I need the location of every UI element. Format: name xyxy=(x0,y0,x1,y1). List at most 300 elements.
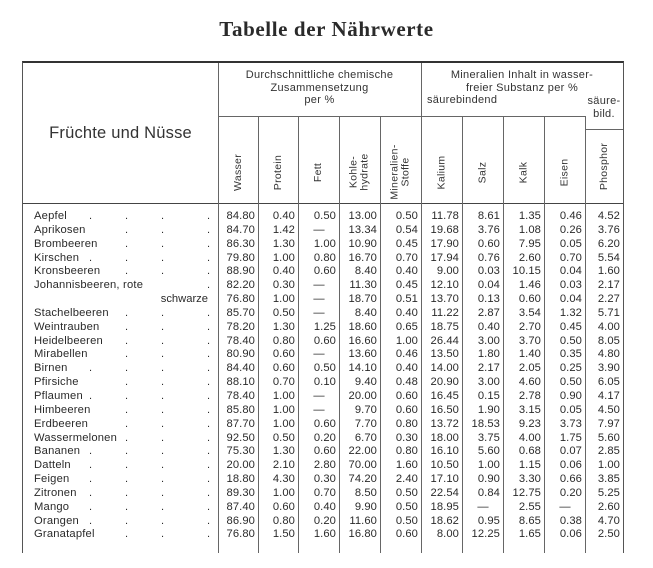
fruit-name: Granatapfel xyxy=(34,528,95,541)
table-cell: 0.60 xyxy=(272,500,295,513)
table-cell: 0.50 xyxy=(395,514,418,527)
table-cell: 0.60 xyxy=(272,348,295,361)
table-cell: 1.50 xyxy=(272,528,295,541)
table-cell: 18.53 xyxy=(471,417,500,430)
table-cell: 16.10 xyxy=(430,445,459,458)
table-cell: 0.60 xyxy=(395,528,418,541)
table-cell: 18.75 xyxy=(430,320,459,333)
col-header-protein: Protein xyxy=(272,154,284,190)
table-cell: 22.54 xyxy=(430,486,459,499)
table-cell: 0.04 xyxy=(559,293,582,306)
table-cell: 0.80 xyxy=(272,514,295,527)
table-cell: 0.05 xyxy=(559,237,582,250)
table-cell: 0.60 xyxy=(313,334,336,347)
header-divider-groups xyxy=(218,116,585,117)
leader-dot: . xyxy=(207,306,211,319)
table-cell: 0.40 xyxy=(395,362,418,375)
fruit-name: Himbeeren xyxy=(34,403,91,416)
table-cell: 1.00 xyxy=(395,334,418,347)
table-cell: 0.60 xyxy=(313,445,336,458)
table-cell: 8.40 xyxy=(354,306,377,319)
leader-dot: . xyxy=(89,389,93,402)
table-cell: 0.03 xyxy=(559,279,582,292)
table-cell: 18.95 xyxy=(430,500,459,513)
table-cell: 0.26 xyxy=(559,223,582,236)
table-cell: 0.45 xyxy=(559,320,582,333)
leader-dot: . xyxy=(125,459,129,472)
group-header-saurebild-line2: bild. xyxy=(593,107,615,120)
table-cell: 2.87 xyxy=(477,306,500,319)
table-cell: 0.66 xyxy=(559,473,582,486)
leader-dot: . xyxy=(89,459,93,472)
group-header-saurebild xyxy=(585,95,623,120)
table-cell: 8.40 xyxy=(354,265,377,278)
table-cell: 8.05 xyxy=(597,334,620,347)
table-row xyxy=(23,265,623,279)
leader-dot: . xyxy=(125,473,129,486)
col-header-eisen: Eisen xyxy=(558,158,571,186)
col-header-kalium: Kalium xyxy=(435,155,448,189)
table-cell: 0.50 xyxy=(395,210,418,222)
table-cell: 0.13 xyxy=(477,293,500,306)
table-cell: 14.00 xyxy=(430,362,459,375)
fruit-name: Erdbeeren xyxy=(34,417,89,430)
table-cell: 3.30 xyxy=(518,473,541,486)
table-cell: 4.30 xyxy=(272,473,295,486)
fruit-name: Aprikosen xyxy=(34,223,86,236)
table-cell: 0.38 xyxy=(559,514,582,527)
table-row xyxy=(23,279,623,293)
table-cell: 11.78 xyxy=(431,210,459,222)
table-cell: 2.78 xyxy=(518,389,541,402)
leader-dot: . xyxy=(207,334,211,347)
leader-dot: . xyxy=(89,514,93,527)
table-cell: 0.50 xyxy=(395,500,418,513)
table-row xyxy=(23,432,623,446)
group-header-chem-line3: per % xyxy=(304,94,335,106)
table-cell: 13.50 xyxy=(430,348,459,361)
table-cell: 0.20 xyxy=(559,486,582,499)
table-cell: 13.34 xyxy=(348,223,377,236)
table-cell: 0.70 xyxy=(395,251,418,264)
leader-dot: . xyxy=(161,320,165,333)
table-cell: 79.80 xyxy=(226,251,255,264)
table-cell: 2.17 xyxy=(597,279,620,292)
table-cell: 3.15 xyxy=(518,403,541,416)
table-cell: 0.06 xyxy=(559,459,582,472)
table-cell: 0.51 xyxy=(395,293,418,306)
table-cell: 74.20 xyxy=(348,473,377,486)
leader-dot: . xyxy=(207,362,211,375)
table-cell: 0.20 xyxy=(313,431,336,444)
table-row xyxy=(23,210,623,224)
leader-dot: . xyxy=(89,500,93,513)
table-row xyxy=(23,238,623,252)
table-row xyxy=(23,445,623,459)
fruit-name: Orangen xyxy=(34,514,79,527)
table-cell: 11.22 xyxy=(431,306,459,319)
table-cell: 1.00 xyxy=(597,459,620,472)
table-cell: 17.10 xyxy=(430,473,459,486)
leader-dot: . xyxy=(207,348,211,361)
table-cell: 0.40 xyxy=(395,306,418,319)
leader-dot: . xyxy=(125,514,129,527)
table-cell: 0.65 xyxy=(395,320,418,333)
leader-dot: . xyxy=(207,320,211,333)
table-cell: 4.60 xyxy=(518,376,541,389)
table-cell: 1.60 xyxy=(597,265,620,278)
table-cell: 4.70 xyxy=(597,514,620,527)
leader-dot: . xyxy=(161,459,165,472)
table-cell: 86.90 xyxy=(226,514,255,527)
table-cell: 5.25 xyxy=(597,486,620,499)
fruit-name: Zitronen xyxy=(34,486,77,499)
table-cell: 0.35 xyxy=(559,348,582,361)
table-row xyxy=(23,362,623,376)
fruit-name: Feigen xyxy=(34,473,70,486)
table-cell: 20.90 xyxy=(430,376,459,389)
table-cell: 18.62 xyxy=(430,514,459,527)
table-cell: — xyxy=(313,279,325,292)
table-cell: 1.00 xyxy=(272,486,295,499)
table-cell: 86.30 xyxy=(226,237,255,250)
table-cell: 3.73 xyxy=(559,417,582,430)
table-cell: 0.60 xyxy=(272,362,295,375)
table-cell: 18.70 xyxy=(348,293,377,306)
table-cell: 0.95 xyxy=(477,514,500,527)
table-cell: 0.90 xyxy=(559,389,582,402)
table-cell: 0.50 xyxy=(559,376,582,389)
leader-dot: . xyxy=(207,251,211,264)
table-body xyxy=(23,210,623,542)
leader-dot: . xyxy=(161,334,165,347)
table-cell: 2.50 xyxy=(597,528,620,541)
table-cell: 4.50 xyxy=(597,403,620,416)
table-cell: 12.75 xyxy=(512,486,541,499)
table-cell: 0.10 xyxy=(313,376,336,389)
table-cell: 1.40 xyxy=(518,348,541,361)
table-cell: 16.60 xyxy=(348,334,377,347)
table-cell: 10.50 xyxy=(430,459,459,472)
leader-dot: . xyxy=(207,528,211,541)
table-row xyxy=(23,501,623,515)
table-row xyxy=(23,376,623,390)
table-cell: 0.46 xyxy=(395,348,418,361)
table-cell: 1.90 xyxy=(477,403,500,416)
table-cell: 2.17 xyxy=(477,362,500,375)
leader-dot: . xyxy=(161,362,165,375)
col-header-mineralstoffe: Mineralien- Stoffe xyxy=(389,144,412,200)
table-cell: — xyxy=(559,500,571,513)
table-cell: 11.60 xyxy=(349,514,377,527)
fruit-name: Wassermelonen xyxy=(34,431,118,444)
table-cell: 0.70 xyxy=(559,251,582,264)
table-cell: 3.00 xyxy=(477,334,500,347)
table-cell: 3.75 xyxy=(477,431,500,444)
table-cell: 1.00 xyxy=(272,251,295,264)
leader-dot: . xyxy=(125,210,129,222)
table-row xyxy=(23,307,623,321)
table-cell: 2.60 xyxy=(518,251,541,264)
leader-dot: . xyxy=(207,514,211,527)
table-cell: 1.30 xyxy=(272,320,295,333)
table-cell: 0.60 xyxy=(313,417,336,430)
leader-dot: . xyxy=(89,445,93,458)
table-cell: 2.05 xyxy=(518,362,541,375)
leader-dot: . xyxy=(207,279,211,292)
table-cell: 4.00 xyxy=(518,431,541,444)
table-cell: 0.45 xyxy=(395,279,418,292)
table-cell: 0.80 xyxy=(313,251,336,264)
table-cell: 0.06 xyxy=(559,528,582,541)
table-cell: 1.35 xyxy=(518,210,541,222)
table-cell: 20.00 xyxy=(348,389,377,402)
table-cell: 19.68 xyxy=(430,223,459,236)
leader-dot: . xyxy=(161,528,165,541)
leader-dot: . xyxy=(161,306,165,319)
table-cell: 0.30 xyxy=(313,473,336,486)
group-header-chem xyxy=(218,69,421,107)
group-header-mineral-line1: Mineralien Inhalt in wasser- xyxy=(450,69,594,81)
leader-dot: . xyxy=(89,251,93,264)
table-cell: 1.15 xyxy=(518,459,541,472)
table-cell: 3.85 xyxy=(597,473,620,486)
table-cell: 0.03 xyxy=(477,265,500,278)
table-cell: 84.40 xyxy=(226,362,255,375)
leader-dot: . xyxy=(125,251,129,264)
table-cell: 0.90 xyxy=(477,473,500,486)
table-row xyxy=(23,459,623,473)
table-cell: 75.30 xyxy=(226,445,255,458)
table-cell: 78.40 xyxy=(226,334,255,347)
table-cell: 2.85 xyxy=(597,445,620,458)
leader-dot: . xyxy=(89,210,93,222)
table-cell: 1.30 xyxy=(272,237,295,250)
fruit-name: Kronsbeeren xyxy=(34,265,101,278)
leader-dot: . xyxy=(161,486,165,499)
table-cell: 88.90 xyxy=(226,265,255,278)
table-cell: 16.50 xyxy=(430,403,459,416)
table-cell: 89.30 xyxy=(226,486,255,499)
leader-dot: . xyxy=(89,486,93,499)
table-cell: 9.70 xyxy=(354,403,377,416)
leader-dot: . xyxy=(161,223,165,236)
table-cell: 2.55 xyxy=(518,500,541,513)
table-cell: 6.20 xyxy=(597,237,620,250)
col-header-salz: Salz xyxy=(476,161,489,183)
table-cell: 0.50 xyxy=(559,334,582,347)
group-header-mineral xyxy=(421,69,623,94)
table-cell: 6.05 xyxy=(597,376,620,389)
fruit-name: Birnen xyxy=(34,362,68,375)
table-cell: 1.60 xyxy=(313,528,336,541)
table-cell: 1.80 xyxy=(477,348,500,361)
table-cell: 3.54 xyxy=(518,306,541,319)
table-cell: 0.50 xyxy=(313,210,336,222)
table-cell: 13.70 xyxy=(430,293,459,306)
table-cell: 16.45 xyxy=(430,389,459,402)
table-cell: 2.60 xyxy=(597,500,620,513)
table-row xyxy=(23,252,623,266)
table-cell: 0.60 xyxy=(395,389,418,402)
table-row xyxy=(23,348,623,362)
leader-dot: . xyxy=(161,431,165,444)
leader-dot: . xyxy=(207,445,211,458)
leader-dot: . xyxy=(161,265,165,278)
fruit-name: Pflaumen xyxy=(34,389,83,402)
table-cell: 5.54 xyxy=(597,251,620,264)
table-cell: 18.00 xyxy=(430,431,459,444)
table-cell: 4.80 xyxy=(597,348,620,361)
table-cell: 22.00 xyxy=(348,445,377,458)
leader-dot: . xyxy=(125,486,129,499)
leader-dot: . xyxy=(207,486,211,499)
table-cell: 1.32 xyxy=(559,306,582,319)
fruit-name: Heidelbeeren xyxy=(34,334,103,347)
leader-dot: . xyxy=(125,389,129,402)
table-cell: 0.40 xyxy=(313,500,336,513)
table-cell: 3.00 xyxy=(477,376,500,389)
table-cell: 2.40 xyxy=(395,473,418,486)
table-cell: 5.60 xyxy=(477,445,500,458)
table-cell: 78.20 xyxy=(226,320,255,333)
leader-dot: . xyxy=(125,500,129,513)
table-cell: 0.45 xyxy=(395,237,418,250)
leader-dot: . xyxy=(125,445,129,458)
table-cell: 0.60 xyxy=(477,237,500,250)
table-cell: 92.50 xyxy=(226,431,255,444)
table-cell: 18.80 xyxy=(226,473,255,486)
table-cell: 78.40 xyxy=(226,389,255,402)
table-row xyxy=(23,515,623,529)
table-cell: 3.76 xyxy=(477,223,500,236)
leader-dot: . xyxy=(89,473,93,486)
col-header-kalk: Kalk xyxy=(517,161,530,183)
table-cell: 84.70 xyxy=(226,223,255,236)
leader-dot: . xyxy=(207,265,211,278)
table-cell: 0.25 xyxy=(559,362,582,375)
leader-dot: . xyxy=(125,403,129,416)
table-cell: 1.00 xyxy=(272,417,295,430)
page-title: Tabelle der Nährwerte xyxy=(219,17,434,41)
fruit-name: Johannisbeeren, rote xyxy=(34,279,144,292)
group-header-saurebild-line1: säure- xyxy=(587,95,621,107)
table-cell: — xyxy=(313,348,325,361)
leader-dot: . xyxy=(161,473,165,486)
table-cell: 84.80 xyxy=(226,210,255,222)
table-cell: 2.10 xyxy=(272,459,295,472)
table-row xyxy=(23,487,623,501)
table-cell: 10.90 xyxy=(348,237,377,250)
group-header-chem-line1: Durchschnittliche chemische xyxy=(245,69,394,81)
table-cell: 0.40 xyxy=(272,265,295,278)
fruit-name: Aepfel xyxy=(34,210,67,222)
table-cell: 1.25 xyxy=(313,320,336,333)
leader-dot: . xyxy=(207,459,211,472)
table-cell: 3.70 xyxy=(518,334,541,347)
table-cell: 76.80 xyxy=(226,293,255,306)
table-cell: 0.30 xyxy=(272,279,295,292)
table-cell: 0.70 xyxy=(272,376,295,389)
leader-dot: . xyxy=(161,376,165,389)
table-cell: 2.27 xyxy=(597,293,620,306)
table-cell: 0.60 xyxy=(313,265,336,278)
leader-dot: . xyxy=(161,445,165,458)
table-cell: 87.40 xyxy=(226,500,255,513)
header-divider-phosphor xyxy=(585,129,623,130)
table-cell: 1.30 xyxy=(272,445,295,458)
table-cell: 1.00 xyxy=(272,403,295,416)
leader-dot: . xyxy=(125,237,129,250)
table-cell: 26.44 xyxy=(430,334,459,347)
group-header-chem-line2: Zusammensetzung xyxy=(270,81,369,94)
fruit-name: schwarze xyxy=(160,293,208,306)
table-cell: — xyxy=(313,223,325,236)
col-header-kohlehydrate: Kohle- hydrate xyxy=(348,153,371,191)
leader-dot: . xyxy=(207,403,211,416)
table-cell: 0.15 xyxy=(477,389,500,402)
table-cell: 0.84 xyxy=(477,486,500,499)
table-cell: 1.00 xyxy=(477,459,500,472)
leader-dot: . xyxy=(161,389,165,402)
table-cell: — xyxy=(477,500,489,513)
leader-dot: . xyxy=(125,223,129,236)
table-cell: 1.75 xyxy=(559,431,582,444)
table-cell: 9.23 xyxy=(518,417,541,430)
table-cell: 82.20 xyxy=(226,279,255,292)
fruit-name: Datteln xyxy=(34,459,71,472)
leader-dot: . xyxy=(207,431,211,444)
leader-dot: . xyxy=(125,348,129,361)
table-row xyxy=(23,390,623,404)
leader-dot: . xyxy=(125,320,129,333)
table-cell: 0.80 xyxy=(272,334,295,347)
table-cell: 0.46 xyxy=(559,210,582,222)
table-cell: 18.60 xyxy=(348,320,377,333)
table-row xyxy=(23,335,623,349)
leader-dot: . xyxy=(207,376,211,389)
table-cell: 9.40 xyxy=(354,376,377,389)
fruit-name: Pfirsiche xyxy=(34,376,79,389)
fruit-name: Brombeeren xyxy=(34,237,98,250)
table-cell: 0.20 xyxy=(313,514,336,527)
table-cell: 17.90 xyxy=(430,237,459,250)
fruit-name: Mango xyxy=(34,500,70,513)
table-cell: 0.68 xyxy=(518,445,541,458)
table-cell: 12.25 xyxy=(471,528,500,541)
table-cell: 0.50 xyxy=(395,486,418,499)
leader-dot: . xyxy=(89,362,93,375)
leader-dot: . xyxy=(161,500,165,513)
table-cell: 13.60 xyxy=(348,348,377,361)
leader-dot: . xyxy=(207,210,211,222)
table-cell: 20.00 xyxy=(226,459,255,472)
leader-dot: . xyxy=(125,528,129,541)
table-cell: 85.70 xyxy=(226,306,255,319)
table-cell: 6.70 xyxy=(354,431,377,444)
table-cell: — xyxy=(313,389,325,402)
leader-dot: . xyxy=(161,237,165,250)
leader-dot: . xyxy=(125,306,129,319)
table-cell: 88.10 xyxy=(226,376,255,389)
table-cell: 3.76 xyxy=(597,223,620,236)
fruit-name: Bananen xyxy=(34,445,81,458)
group-header-saurebindend: säurebindend xyxy=(427,94,498,106)
fruit-name: Stachelbeeren xyxy=(34,306,109,319)
leader-dot: . xyxy=(125,362,129,375)
table-cell: 7.70 xyxy=(354,417,377,430)
table-cell: 16.80 xyxy=(348,528,377,541)
